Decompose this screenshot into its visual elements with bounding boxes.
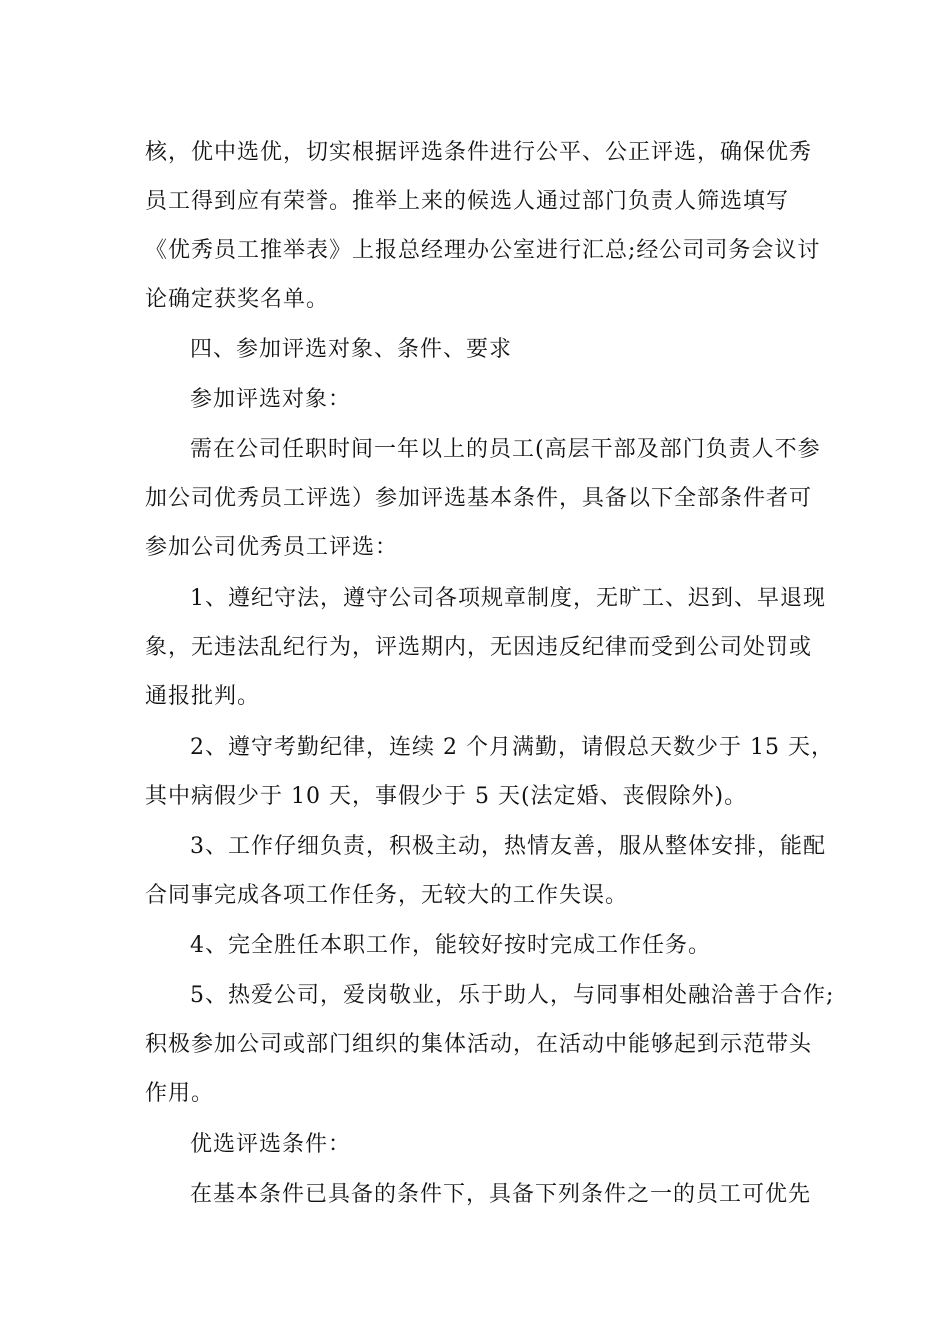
body-text-line: 需在公司任职时间一年以上的员工(高层干部及部门负责人不参: [190, 437, 821, 462]
body-text-line: 论确定获奖名单。: [145, 287, 330, 312]
list-item-text: 其中病假少于 10 天，事假少于 5 天(法定婚、丧假除外)。: [145, 784, 748, 809]
body-text-line: 《优秀员工推举表》上报总经理办公室进行汇总;经公司司务会议讨: [145, 238, 821, 263]
subheading: 优选评选条件：: [190, 1132, 352, 1157]
list-item-text: 5、热爱公司，爱岗敬业，乐于助人，与同事相处融洽善于合作;: [190, 983, 835, 1008]
body-text-line: 参加公司优秀员工评选：: [145, 535, 399, 560]
body-text-line: 核，优中选优，切实根据评选条件进行公平、公正评选，确保优秀: [145, 140, 813, 165]
body-text-line: 在基本条件已具备的条件下，具备下列条件之一的员工可优先: [190, 1182, 812, 1207]
list-item-text: 作用。: [145, 1081, 215, 1106]
subheading: 参加评选对象：: [190, 387, 352, 412]
list-item-text: 1、遵纪守法，遵守公司各项规章制度，无旷工、迟到、早退现: [190, 586, 826, 611]
body-text-line: 加公司优秀员工评选）参加评选基本条件，具备以下全部条件者可: [145, 486, 813, 511]
list-item-text: 2、遵守考勤纪律，连续 2 个月满勤，请假总天数少于 15 天，: [190, 735, 834, 760]
list-item-text: 合同事完成各项工作任务，无较大的工作失误。: [145, 883, 629, 908]
body-text-line: 员工得到应有荣誉。推举上来的候选人通过部门负责人筛选填写: [145, 189, 790, 214]
section-heading: 四、参加评选对象、条件、要求: [190, 337, 513, 362]
list-item-text: 象，无违法乱纪行为，评选期内，无因违反纪律而受到公司处罚或: [145, 635, 813, 660]
list-item-text: 3、工作仔细负责，积极主动，热情友善，服从整体安排，能配: [190, 834, 826, 859]
list-item-text: 通报批判。: [145, 684, 261, 709]
list-item-text: 4、完全胜任本职工作，能较好按时完成工作任务。: [190, 933, 711, 958]
list-item-text: 积极参加公司或部门组织的集体活动，在活动中能够起到示范带头: [145, 1032, 813, 1057]
